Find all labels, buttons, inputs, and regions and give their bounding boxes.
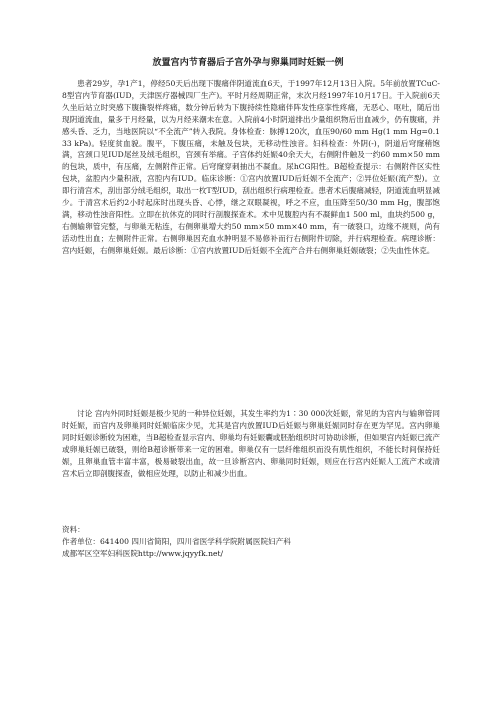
author-info bbox=[62, 524, 440, 560]
discussion-text: 讨论 宫内外同时妊娠是极少见的一种异位妊娠，其发生率约为1∶30 000次妊娠，常见的为宫内与输卵管同时妊娠，而宫内及卵巢同时妊娠临床少见，尤其是宫内放置IUD后妊娠与卵巢妊娠同时存在更为罕见。宫内卵巢同时妊娠诊断较为困难，当B超检查显示宫内、卵巢均有妊娠囊或胚胎组织时可协助诊断，但如果宫内妊娠已流产或卵巢妊娠已破裂，则给B超诊断带来一定的困难。卵巢仅有一层纤维组织而没有肌性组织，不能长时间保持妊娠，且卵巢血管丰富丰富，极易破裂出血，故一旦诊断宫内、卵巢同时妊娠，则应在行宫内妊娠人工流产术或清宫术后立即剖腹探查，做相应处理，以防止和减少出血。 bbox=[62, 409, 440, 478]
discussion-paragraph bbox=[62, 408, 440, 479]
article-title: 放置宫内节育器后子宫外孕与卵巢同时妊娠一例 bbox=[152, 58, 344, 68]
case-report-text: 患者29岁，孕1产1，停经50天后出现下腹痛伴阴道流血6天，于1997年12月13日入院。5年前放置TCuC-8型宫内节育器(IUD，天津医疗器械四厂生产)。平时月经周期正常，末次月经1997年10月17日。于入院前6天久坐后站立时突感下腹撕裂样疼痛，数分钟后转为下腹持续性隐痛伴阵发性痉挛性疼痛，无恶心、呕吐，随后出现阴道流血，量多于月经量，以为月经来潮未在意。入院前4小时阴道排出少量组织物后出血减少，仍有腹痛，并感头昏、乏力，当地医院以“不全流产”转入我院。身体检查：脉搏120次，血压90/60 mm Hg(1 mm Hg=0.133 kPa)。轻度贫血貌。腹平，下腹压痛，未触及包块，无移动性浊音。妇科检查：外阴(-)，阴道后穹窿稍饱满，宫颈口见IUD尾丝及绒毛组织，宫颈有举痛。子宫体约妊娠40余天大，右侧附件触及一约60 mm×50 mm的包块，质中，有压痛，左侧附件正常。后穹窿穿刺抽出不凝血。尿hCG阳性。B超检查提示：右侧附件区实性包块，盆腔内少量积液，宫腔内有IUD。临床诊断：①宫内放置IUD后妊娠不全流产；②异位妊娠(流产型)。立即行清宫术，刮出部分绒毛组织，取出一枚T型IUD，刮出组织行病理检查。患者术后腹痛减轻，阴道流血明显减少。于清宫术后约2小时起床时出现头昏、心悸，继之双眼凝视，呼之不应，血压降至50/30 mm Hg，腹部饱满，移动性浊音阳性。立即在抗休克的同时行剖腹探查术。术中见腹腔内有不凝鲜血1 500 ml，血块约500 g，右侧输卵管完整，与卵巢无粘连，右侧卵巢增大约50 mm×50 mm×40 mm，有一破裂口，边缘不规则，尚有活动性出血；左侧附件正常。右侧卵巢因充血水肿明显不易修补而行右侧附件切除，并行病理检查。病理诊断：宫内妊娠，右侧卵巢妊娠。最后诊断：①宫内放置IUD后妊娠不全流产合并右侧卵巢妊娠破裂；②失血性休克。 bbox=[62, 79, 440, 255]
author-info-label: 资料： bbox=[62, 525, 85, 534]
case-report-paragraph bbox=[62, 78, 440, 257]
source-link[interactable]: 成都军区空军妇科医院http://www.jqyyfk.net/ bbox=[62, 548, 224, 558]
author-affiliation: 作者单位：641400 四川省简阳，四川省医学科学院附属医院妇产科 bbox=[62, 536, 291, 546]
